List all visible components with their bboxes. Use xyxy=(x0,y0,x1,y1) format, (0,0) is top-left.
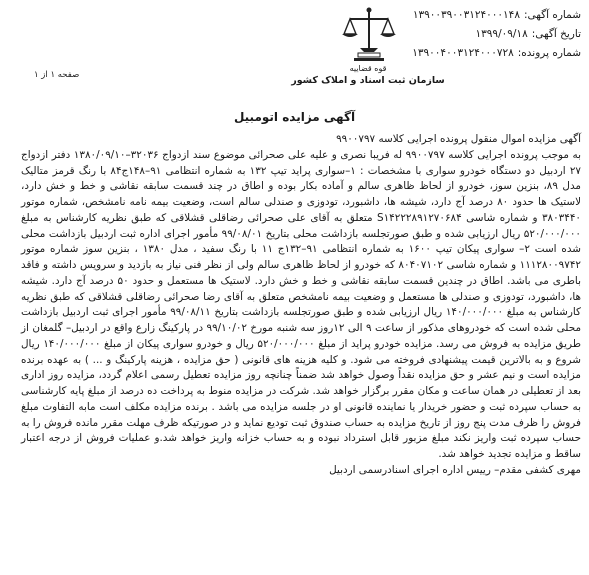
notice-main-paragraph: به موجب پرونده اجرایی کلاسه ۹۹۰۰۷۹۷ له فریبا نصری و علیه علی صحرائی موضوع سند ازدواج ۳۲۰۳۶–۱۳۸۰/۰۹/۱۰ دفتر ازدواج ۲۷ اردبیل دو دستگاه خودرو سواری با مشخصات : ۱–سواری پراید تیپ ۱۳۲ به شماره انتظامی ۹۱–۱۴۸ج۸۴ با رنگ قرمز متالیک مدل ۸۹، بنزین سوز، خودرو از لحاظ ظاهری سالم و آماده بکار بوده و اطاق در چند قسمت سابقه نقاشی و خط و خش دارد، لاستیک ها حدود ۸۰ درصد آج دارد، شیشه ها، داشبورد، تودوزی و صندلی سالم است، وضعیت بیمه نامه نامشخص، شماره موتور ۳۸۰۳۴۴۰ و شماره شاسی S۱۴۲۲۲۸۹۱۲۷۰۶۸۴ متعلق به آقای علی صحرائی رضاقلی قشلاقی که طبق نظریه کارشناس به مبلغ ۵۲۰/۰۰۰/۰۰۰ ریال ارزیابی شده و طبق صورتجلسه بازداشت محلی بتاریخ ۹۹/۰۸/۰۱ مأمور اجرای اداره ثبت اردبیل بازداشت محلی شده است ۲– سواری پیکان تیپ ۱۶۰۰ به شماره انتظامی ۹۱–۱۳۲ج ۱۱ با رنگ سفید ، مدل ۱۳۸۰ ، بنزین سوز شماره موتور ۱۱۱۲۸۰۰۹۷۴۲ و شماره شاسی ۸۰۴۰۷۱۰۲ که خودرو از لحاظ ظاهری سالم ولی از نظر فنی نیاز به بازدید و سرویس داشته و فاقد باطری می باشد. اطاق در چندین قسمت سابقه نقاشی و خط و خش دارد. لاستیک ها مستعمل و حدود ۵۰ درصد آج دارد. شیشه ها، داشبورد، تودوزی و صندلی ها مستعمل و وضعیت بیمه نامشخص متعلق به آقای رضا صحرائی رضاقلی قشلاقی که طبق نظریه کارشناس به مبلغ ۱۴۰/۰۰۰/۰۰۰ ریال ارزیابی شده و طبق صورتجلسه بازداشت بتاریخ ۹۹/۰۸/۱۱ مأمور اجرای ثبت اردبیل بازداشت محلی شده است که خودروهای مذکور از ساعت ۹ الی ۱۲روز سه شنبه مورخ ۹۹/۱۰/۰۲ در پارکینگ زارع واقع در اردبیل– گلمغان از طریق مزایده به فروش می رسد. مزایده خودرو پراید از مبلغ ۵۲۰/۰۰۰/۰۰۰ ریال و خودرو سواری پیکان از مبلغ ۱۴۰/۰۰۰/۰۰۰ ریال شروع و به بالاترین قیمت پیشنهادی فروخته می شود. و کلیه هزینه های قانونی ( حق مزایده ، هزینه پارکینگ و ... ) به عهده برنده مزایده است و نیم عشر و حق مزایده نقداً وصول خواهد شد ضمناً چنانچه روز مزایده تعطیل رسمی اعلام گردد، مزایده روز اداری بعد از تعطیلی در همان ساعت و مکان مقرر برگزار خواهد شد. شرکت در مزایده منوط به پرداخت ده درصد از مبلغ پایه کارشناسی به حساب سپرده ثبت و حضور خریدار یا نماینده قانونی او در جلسه مزایده می باشد . برنده مزایده مکلف است مابه التفاوت مبلغ فروش را ظرف مدت پنج روز از تاریخ مزایده به حساب صندوق ثبت تودیع نماید و در صورتیکه ظرف مهلت مقرر مانده فروش را به حساب سپرده ثبت واریز نکند مبلغ مزبور قابل استرداد نبوده و به حساب خزانه واریز خواهد شد.و عملیات فروش از درجه اعتبار ساقط و مزایده تجدید خواهد شد. xyxy=(21,148,582,460)
notice-signature: مهری کشفی مقدم– رییس اداره اجرای اسنادرسمی اردبیل xyxy=(329,463,581,476)
notice-heading-line: آگهی مزایده اموال منقول پرونده اجرایی کلاسه ۹۹۰۰۷۹۷ xyxy=(336,133,581,145)
case-number-label: شماره پرونده: xyxy=(517,47,581,59)
org-line-judiciary: قوه قضاییه xyxy=(349,64,387,73)
org-line-registration: سازمان ثبت اسناد و املاک کشور xyxy=(291,75,445,86)
organization-name xyxy=(262,64,474,87)
ad-number-value: ۱۳۹۰۰۳۹۰۰۳۱۲۴۰۰۰۱۴۸ xyxy=(412,9,520,21)
case-number-value: ۱۳۹۰۰۴۰۰۳۱۲۴۰۰۰۷۲۸ xyxy=(412,47,514,59)
judiciary-emblem-icon xyxy=(334,6,404,62)
page-number: صفحه ۱ از ۱ xyxy=(34,70,80,80)
ad-number-label: شماره آگهی: xyxy=(523,9,581,21)
ad-date-label: تاریخ آگهی: xyxy=(531,28,581,40)
notice-body xyxy=(21,132,581,479)
ad-date-value: ۱۳۹۹/۰۹/۱۸ xyxy=(475,28,528,40)
notice-title: آگهی مزایده اتومبیل xyxy=(233,110,356,124)
